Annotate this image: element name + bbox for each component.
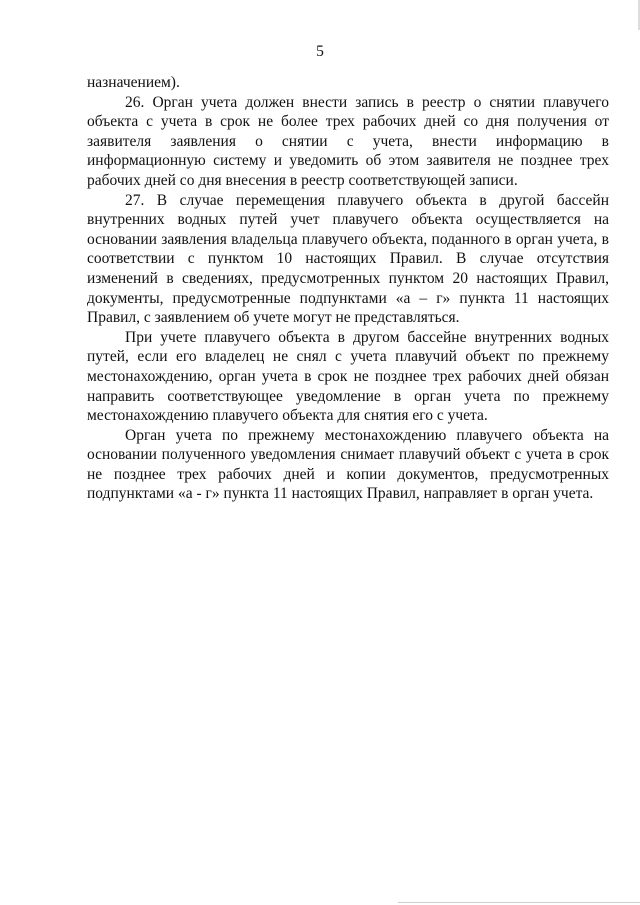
paragraph-27-removal: Орган учета по прежнему местонахождению плавучего объекта на основании полученного уведомления снимает плавучий объект с учета в срок не позднее трех рабочих дней и копии документов, предусмотренных подпунктами «а - г» пункта 11 настоящих Правил, направляет в орган учета. xyxy=(87,426,609,503)
page-number: 5 xyxy=(316,43,324,60)
paragraph-27: 27. В случае перемещения плавучего объекта в другой бассейн внутренних водных путей учет плавучего объекта осуществляется на основании заявления владельца плавучего объекта, поданного в орган учета, в соответствии с пунктом 10 настоящих Правил. В случае отсутствия изменений в сведениях, предусмотренных пунктом 20 настоящих Правил, документы, предусмотренные подпунктами «а – г» пункта 11 настоящих Правил, с заявлением об учете могут не представляться. xyxy=(87,191,609,327)
paragraph-continuation: назначением). xyxy=(87,74,180,91)
scan-bottom-line xyxy=(398,902,640,903)
paragraph-26: 26. Орган учета должен внести запись в реестр о снятии плавучего объекта с учета в срок не более трех рабочих дней со дня получения от заявителя заявления о снятии с учета, внести информацию в информационную систему и уведомить об этом заявителя не позднее трех рабочих дней со дня внесения в реестр соответствующей записи. xyxy=(87,93,609,189)
paragraph-27-registration: При учете плавучего объекта в другом бассейне внутренних водных путей, если его владелец не снял с учета плавучий объект по прежнему местонахождению, орган учета в срок не позднее трех рабочих дней обязан направить соответствующее уведомление в орган учета по прежнему местонахождению плавучего объекта для снятия его с учета. xyxy=(87,328,609,425)
document-body xyxy=(87,73,609,504)
